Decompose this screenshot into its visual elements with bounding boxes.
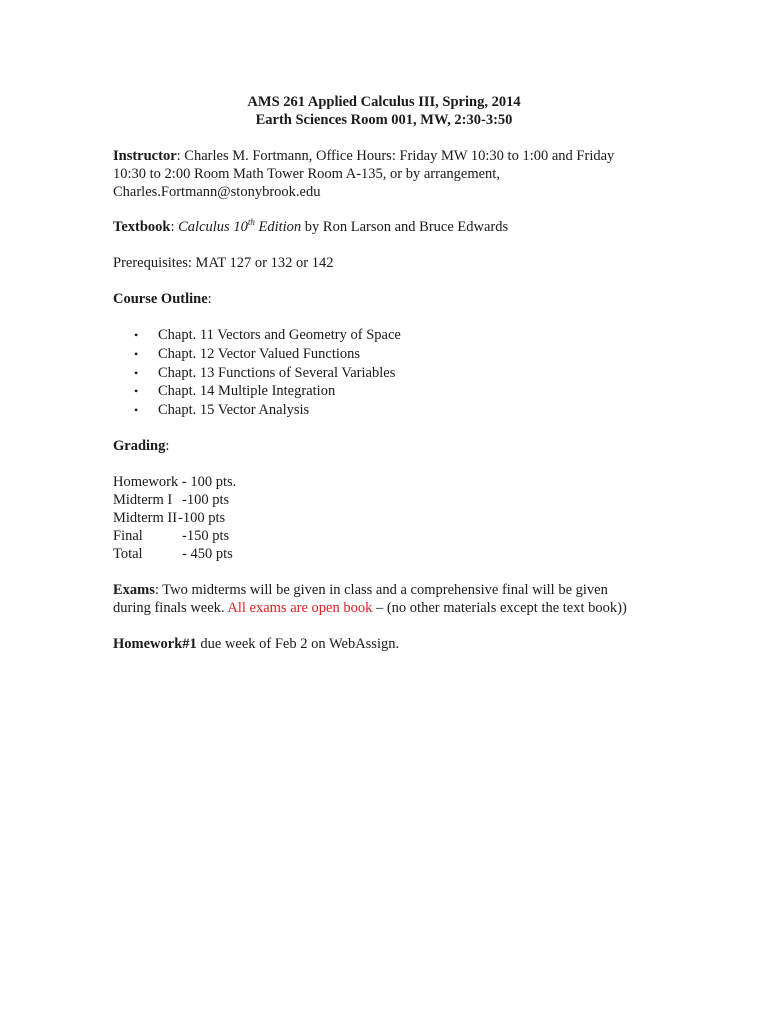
grading-row-final: Final -150 pts [113,528,230,544]
list-item: • Chapt. 15 Vector Analysis [134,402,310,418]
textbook-label: Textbook [113,219,171,235]
list-item: • Chapt. 11 Vectors and Geometry of Space [134,327,401,343]
bullet-icon: • [134,365,139,380]
grading-label: Grading [113,438,166,454]
grading-row-midterm-2: Midterm II-100 pts [113,510,226,526]
bullet-icon: • [134,346,139,361]
course-location: Earth Sciences Room 001, MW, 2:30-3:50 [255,112,513,128]
textbook-title-sup: th [247,217,255,228]
list-item: • Chapt. 12 Vector Valued Functions [134,345,361,362]
instructor-office-hours: : Charles M. Fortmann, Office Hours: Friday MW 10:30 to 1:00 and Friday [176,148,615,164]
grading-colon: : [165,438,170,454]
bullet-icon: • [134,403,139,417]
grading-row-total: Total - 450 pts [113,546,233,562]
grading-heading [113,437,673,455]
textbook-colon: : [170,219,179,235]
exams-text: : Two midterms will be given in class and a comprehensive final will be given [154,582,608,598]
textbook-authors: by Ron Larson and Bruce Edwards [301,219,509,235]
course-outline-heading [113,290,673,308]
prerequisites: Prerequisites: MAT 127 or 132 or 142 [113,255,334,271]
course-outline-list [113,326,401,420]
bullet-icon: • [134,328,139,342]
homework-section [113,635,673,653]
textbook-title: Calculus 10 [178,219,248,235]
textbook-title-suffix: Edition [254,219,302,235]
instructor-email: Charles.Fortmann@stonybrook.edu [113,184,321,200]
grading-row-midterm-1: Midterm I -100 pts [113,492,230,508]
open-book-note: All exams are open book [227,600,373,616]
instructor-room: 10:30 to 2:00 Room Math Tower Room A-135, or by arrangement, [113,166,500,182]
grading-row-homework: Homework - 100 pts. [113,474,237,490]
exams-label: Exams [113,582,155,598]
course-title: AMS 261 Applied Calculus III, Spring, 2014 [247,94,521,110]
course-outline-colon: : [207,291,212,307]
instructor-section [113,147,673,201]
homework-text: due week of Feb 2 on WebAssign. [196,636,400,652]
bullet-icon: • [134,384,139,399]
instructor-label: Instructor [113,148,177,164]
course-outline-label: Course Outline [113,291,208,307]
list-item: • Chapt. 13 Functions of Several Variables [134,364,396,381]
textbook-section [113,218,673,236]
list-item: • Chapt. 14 Multiple Integration [134,383,336,400]
exams-section: Exams: Two midterms will be given in class and a comprehensive final will be given during finals week. All exams are open book – (no other materials except the text book)) [113,582,627,616]
homework-label: Homework#1 [113,636,197,652]
